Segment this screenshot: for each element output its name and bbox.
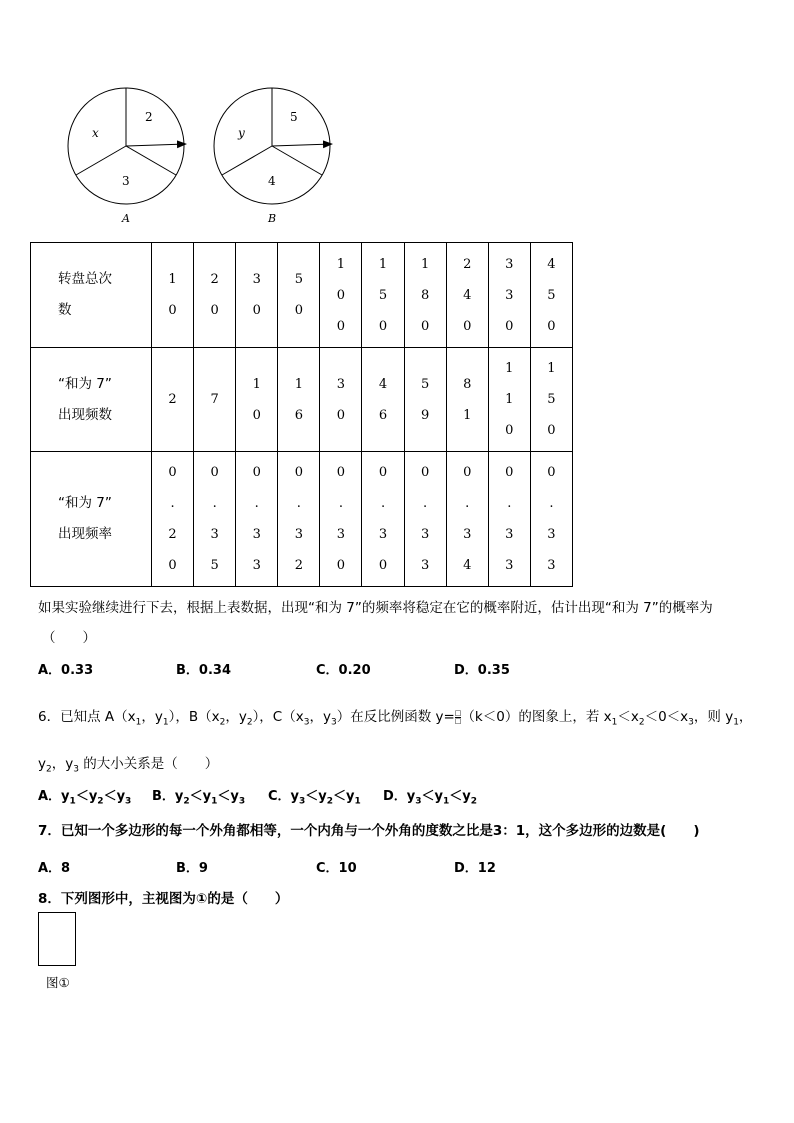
table-cell: [404, 348, 446, 452]
cell-digit: 0: [547, 423, 556, 438]
q7-option-b: B．9: [176, 861, 208, 876]
cell-digit: 0: [294, 303, 303, 318]
q6-prefix: 6．已知点 A（x: [38, 709, 136, 725]
table-cell: [320, 452, 362, 587]
table-cell: [362, 348, 404, 452]
fraction-k-over-x: [455, 710, 462, 725]
cell-digit: 4: [463, 558, 472, 573]
q5-option-c: C．0.20: [316, 663, 371, 678]
cell-digit: 0: [252, 303, 261, 318]
cell-digit: 3: [463, 527, 472, 542]
cell-digit: 1: [294, 376, 303, 392]
cell-digit: 3: [547, 558, 556, 573]
cell-digit: 0: [463, 318, 472, 334]
cell-digit: 3: [505, 558, 514, 573]
table-cell: [194, 348, 236, 452]
cell-digit: 2: [168, 527, 177, 542]
table-cell: [404, 243, 446, 348]
cell-digit: 0: [505, 423, 514, 438]
table-cell: [236, 243, 278, 348]
q6-stem-line2: $y_2$，$y_3$ 的大小关系是（ ）: [38, 756, 219, 775]
table-cell: [488, 243, 530, 348]
spinner-b: [214, 88, 332, 225]
cell-digit: 3: [505, 287, 514, 303]
table-cell: [446, 348, 488, 452]
table-row-sum7-frequency: [31, 452, 573, 587]
spinner-a: [68, 88, 186, 225]
cell-digit: 0: [463, 465, 472, 480]
table-cell: [320, 243, 362, 348]
table-cell: [236, 452, 278, 587]
spinner-b-sector-4: 4: [268, 174, 276, 188]
cell-digit: .: [212, 496, 217, 511]
table-cell: [530, 348, 572, 452]
cell-digit: .: [296, 496, 301, 511]
cell-digit: 0: [547, 465, 556, 480]
cell-digit: 5: [547, 287, 556, 303]
cell-digit: 0: [336, 465, 346, 480]
cell-digit: 1: [505, 392, 514, 407]
row-header-line: 转盘总次: [58, 271, 112, 287]
table-cell: [320, 348, 362, 452]
table-cell: [488, 348, 530, 452]
spinner-a-sector-2: 2: [145, 110, 153, 124]
cell-digit: 9: [420, 407, 430, 423]
table-cell: [278, 243, 320, 348]
cell-digit: 5: [210, 558, 219, 573]
cell-digit: 3: [252, 558, 261, 573]
table-cell: [404, 452, 446, 587]
spinner-a-sector-3: 3: [122, 174, 130, 188]
cell-digit: 3: [420, 527, 430, 542]
row-header: [31, 452, 152, 587]
cell-digit: .: [338, 496, 343, 511]
cell-digit: 3: [378, 527, 388, 542]
cell-digit: 0: [210, 303, 219, 318]
cell-digit: 8: [463, 376, 472, 392]
cell-digit: 0: [378, 318, 388, 334]
q5-stem: 如果实验继续进行下去，根据上表数据，出现“和为 7”的频率将稳定在它的概率附近，估计出现“和为 7”的概率为: [38, 600, 713, 616]
q6-option-a: A．$y_1<y_2<y_3$: [38, 789, 132, 807]
table-cell: [152, 243, 194, 348]
cell-digit: 5: [420, 376, 430, 392]
cell-digit: 0: [378, 465, 388, 480]
cell-digit: 0: [378, 558, 388, 573]
q7-option-a: A．8: [38, 861, 71, 876]
table-cell: [488, 452, 530, 587]
q6-option-d: D．$y_3<y_1<y_2$: [383, 789, 478, 807]
cell-digit: 6: [378, 407, 388, 423]
cell-digit: 3: [336, 527, 346, 542]
cell-digit: 4: [547, 256, 556, 272]
q5-option-d: D．0.35: [454, 663, 510, 678]
cell-digit: 0: [168, 303, 177, 318]
row-header-line: “和为 7”: [58, 495, 112, 511]
cell-digit: .: [423, 496, 428, 511]
table-cell: [530, 243, 572, 348]
cell-digit: 3: [210, 527, 219, 542]
table-row-total-spins: [31, 243, 573, 348]
spinner-b-label: B: [268, 212, 277, 225]
cell-digit: 3: [252, 272, 261, 287]
cell-digit: 0: [168, 558, 177, 573]
cell-digit: 1: [378, 256, 388, 272]
cell-digit: 2: [463, 256, 472, 272]
front-view-rectangle: [38, 912, 76, 966]
table-cell: [362, 243, 404, 348]
cell-digit: 1: [420, 256, 430, 272]
q7-stem: 7．已知一个多边形的每一个外角都相等，一个内角与一个外角的度数之比是3：1，这个多边形的边数是( ): [38, 823, 700, 839]
cell-digit: 0: [420, 318, 430, 334]
table-cell: [446, 243, 488, 348]
cell-digit: 0: [336, 318, 346, 334]
q6-option-b-label: B．y: [152, 789, 184, 804]
q7-option-c: C．10: [316, 861, 357, 876]
cell-digit: 1: [505, 361, 514, 376]
table-row-sum7-count: [31, 348, 573, 452]
table-cell: [278, 452, 320, 587]
cell-digit: 0: [252, 465, 261, 480]
cell-digit: 7: [210, 392, 219, 407]
cell-digit: 0: [210, 465, 219, 480]
cell-digit: .: [380, 496, 386, 511]
cell-digit: 3: [505, 256, 514, 272]
fraction-denominator: □: [454, 716, 462, 725]
spinners-figure: [60, 84, 350, 229]
cell-digit: 5: [378, 287, 388, 303]
frequency-table: [30, 242, 573, 587]
table-cell: [194, 452, 236, 587]
cell-digit: .: [507, 496, 512, 511]
spinner-a-sector-x: x: [92, 126, 99, 140]
cell-digit: 5: [547, 392, 556, 407]
cell-digit: 5: [294, 272, 303, 287]
cell-digit: 0: [336, 558, 346, 573]
cell-digit: 1: [168, 272, 177, 287]
table-cell: [236, 348, 278, 452]
cell-digit: 4: [378, 376, 388, 392]
cell-digit: 0: [336, 407, 346, 423]
cell-digit: 3: [547, 527, 556, 542]
q6-line2-text: 的大小关系是（ ）: [83, 756, 219, 772]
row-header: [31, 243, 152, 348]
figure-label: 图①: [46, 975, 70, 990]
cell-digit: 1: [336, 256, 346, 272]
cell-digit: .: [549, 496, 554, 511]
row-header-line: 数: [58, 302, 72, 318]
cell-digit: 0: [505, 318, 514, 334]
q6-option-d-label: D．y: [383, 789, 416, 804]
q6-option-c-label: C．y: [268, 789, 300, 804]
cell-digit: 2: [294, 558, 303, 573]
cell-digit: 0: [294, 465, 303, 480]
cell-digit: 3: [252, 527, 261, 542]
spinner-a-label: A: [122, 212, 130, 225]
cell-digit: .: [465, 496, 470, 511]
cell-digit: 1: [547, 361, 556, 376]
cell-digit: 3: [505, 527, 514, 542]
q6-option-b: B．$y_2<y_1<y_3$: [152, 789, 246, 807]
q7-option-d: D．12: [454, 861, 496, 876]
cell-digit: .: [170, 496, 175, 511]
cell-digit: 0: [420, 465, 430, 480]
cell-digit: 0: [168, 465, 177, 480]
table-cell: [446, 452, 488, 587]
q5-option-b: B．0.34: [176, 663, 231, 678]
q6-stem: 6．已知点 $A(x_1$，$y_1$），$B(x_2$，$y_2$），$C(x_3$，$y_3$）在反比例函数 y= $\frac{□}{□}$ （k＜0）的图象上，若 $x_1<x_2<0<x_3$，则 $y_1$，: [38, 708, 753, 728]
row-header: [31, 348, 152, 452]
cell-digit: 6: [294, 407, 303, 423]
row-header-line: “和为 7”: [58, 375, 112, 392]
fraction-numerator: □: [454, 708, 462, 717]
table-cell: [278, 348, 320, 452]
q6-option-a-label: A．y: [38, 789, 70, 804]
cell-digit: 4: [463, 287, 472, 303]
cell-digit: 0: [547, 318, 556, 334]
row-header-line: 出现频数: [58, 406, 112, 423]
cell-digit: .: [254, 496, 259, 511]
table-cell: [530, 452, 572, 587]
q5-paren: （ ）: [42, 630, 96, 646]
cell-digit: 0: [505, 465, 514, 480]
cell-digit: 3: [420, 558, 430, 573]
q5-option-a: A．0.33: [38, 663, 94, 678]
table-cell: [152, 452, 194, 587]
q8-stem: 8．下列图形中，主视图为①的是（ ）: [38, 891, 289, 907]
cell-digit: 3: [336, 376, 346, 392]
cell-digit: 2: [210, 272, 219, 287]
table-cell: [362, 452, 404, 587]
spinner-b-sector-5: 5: [290, 110, 298, 124]
table-cell: [194, 243, 236, 348]
cell-digit: 3: [294, 527, 303, 542]
cell-digit: 1: [463, 407, 472, 423]
row-header-line: 出现频率: [58, 526, 112, 542]
cell-digit: 1: [252, 376, 261, 392]
cell-digit: 8: [420, 287, 430, 303]
table-cell: [152, 348, 194, 452]
cell-digit: 0: [336, 287, 346, 303]
spinner-b-sector-y: y: [238, 126, 245, 140]
q6-option-c: C．$y_3<y_2<y_1$: [268, 789, 361, 807]
cell-digit: 2: [168, 392, 177, 407]
cell-digit: 0: [252, 407, 261, 423]
